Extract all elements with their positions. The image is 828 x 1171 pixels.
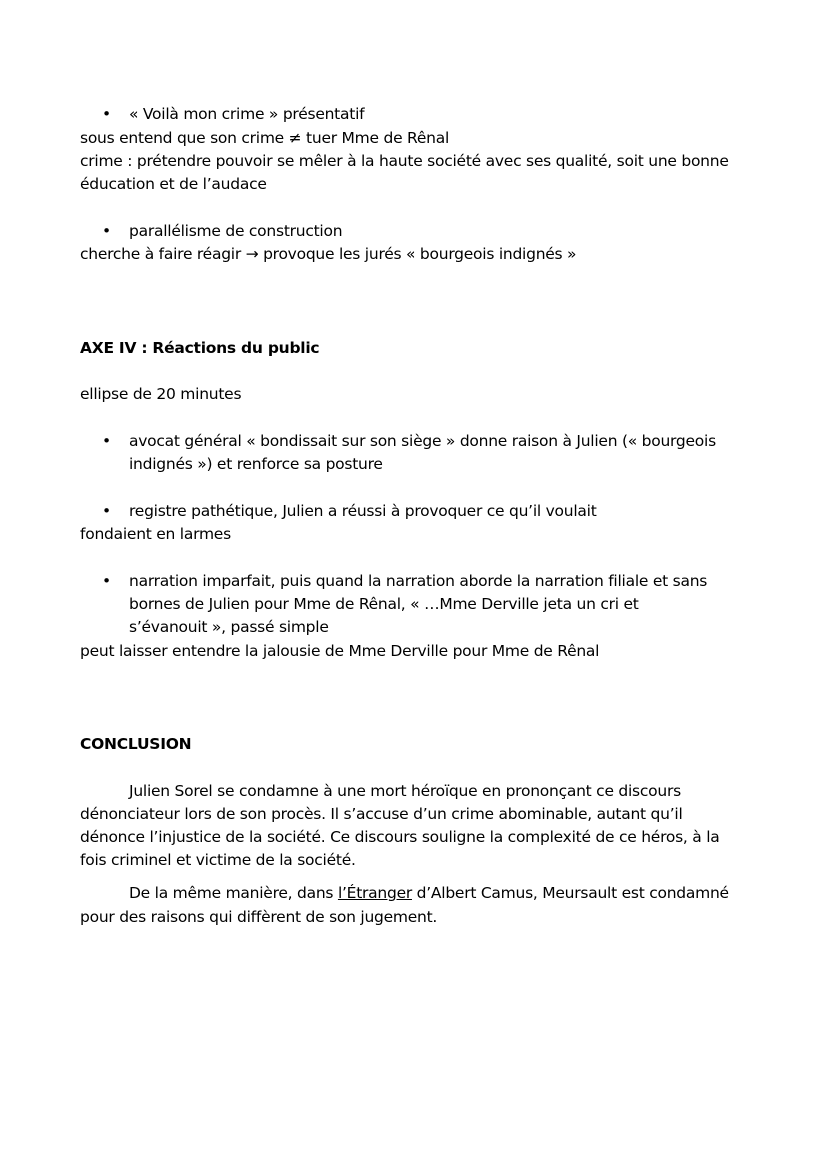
- bullet-marker: •: [102, 572, 112, 590]
- bullet-item: narration imparfait, puis quand la narration aborde la narration filiale et sans: [129, 572, 708, 590]
- text-line: fondaient en larmes: [80, 525, 231, 543]
- paragraph-line: dénonciateur lors de son procès. Il s’accuse d’un crime abominable, autant qu’il: [80, 805, 683, 823]
- text-line: cherche à faire réagir → provoque les jurés « bourgeois indignés »: [80, 245, 577, 263]
- bullet-item-continuation: bornes de Julien pour Mme de Rênal, « …Mme Derville jeta un cri et: [129, 595, 639, 613]
- paragraph-text: De la même manière, dans: [129, 884, 338, 902]
- bullet-item: « Voilà mon crime » présentatif: [129, 105, 365, 123]
- conclusion-heading: CONCLUSION: [80, 735, 192, 753]
- bullet-marker: •: [102, 105, 112, 123]
- text-line: éducation et de l’audace: [80, 175, 267, 193]
- text-line: peut laisser entendre la jalousie de Mme Derville pour Mme de Rênal: [80, 642, 600, 660]
- bullet-marker: •: [102, 222, 112, 240]
- section-heading: AXE IV : Réactions du public: [80, 339, 320, 357]
- paragraph-text: d’Albert Camus, Meursault est condamné: [411, 884, 729, 902]
- paragraph-line: Julien Sorel se condamne à une mort héroïque en prononçant ce discours: [129, 782, 681, 800]
- bullet-item: avocat général « bondissait sur son siège » donne raison à Julien (« bourgeois: [129, 432, 716, 450]
- bullet-item-continuation: s’évanouit », passé simple: [129, 618, 329, 636]
- paragraph-line: dénonce l’injustice de la société. Ce discours souligne la complexité de ce héros, à la: [80, 828, 720, 846]
- text-line: ellipse de 20 minutes: [80, 385, 242, 403]
- bullet-item-continuation: indignés ») et renforce sa posture: [129, 455, 383, 473]
- bullet-marker: •: [102, 432, 112, 450]
- book-title: l’Étranger: [337, 884, 412, 902]
- paragraph-line: fois criminel et victime de la société.: [80, 851, 356, 869]
- text-line: sous entend que son crime ≠ tuer Mme de Rênal: [80, 129, 450, 147]
- text-line: crime : prétendre pouvoir se mêler à la haute société avec ses qualité, soit une bonne: [80, 152, 729, 170]
- bullet-item: registre pathétique, Julien a réussi à provoquer ce qu’il voulait: [129, 502, 597, 520]
- bullet-marker: •: [102, 502, 112, 520]
- paragraph-line: pour des raisons qui diffèrent de son jugement.: [80, 908, 438, 926]
- bullet-item: parallélisme de construction: [129, 222, 343, 240]
- paragraph-line: [129, 882, 729, 905]
